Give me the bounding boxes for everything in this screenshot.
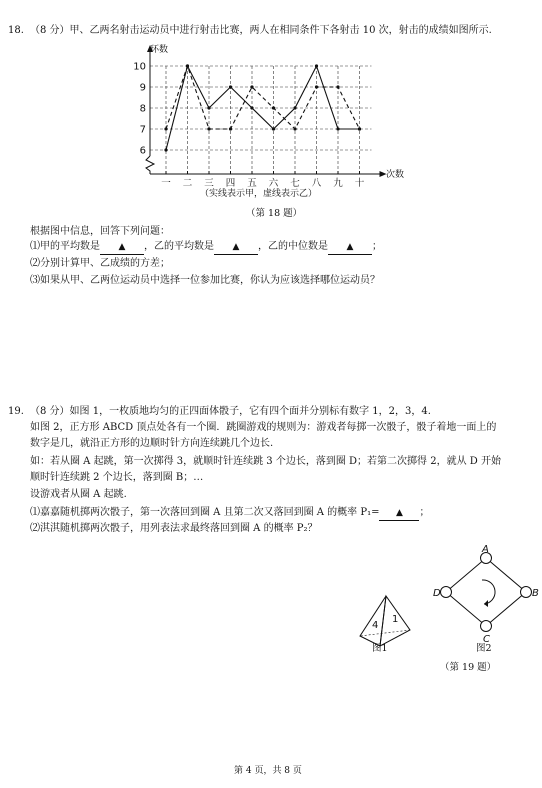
q18-part1-b: ，乙的平均数是	[144, 241, 214, 252]
q19-part1: ⑴嘉嘉随机掷两次骰子，第一次落回到圈 A 且第二次又落回到圈 A 的概率 P₁= ▲ ；	[30, 506, 429, 521]
x-tick-label: 十	[354, 178, 365, 189]
q19-line6: 设游戏者从圈 A 起跳.	[30, 489, 127, 500]
data-point	[164, 127, 167, 130]
chart-ylabel: 环数	[150, 45, 169, 55]
y-tick-label: 9	[139, 82, 146, 94]
data-point	[164, 148, 167, 151]
q18-part3: ⑶如果从甲、乙两位运动员中选择一位参加比赛，你认为应该选择哪位运动员？	[30, 275, 380, 286]
circle-b	[521, 587, 532, 598]
x-tick-label: 八	[311, 178, 322, 189]
chart-note: （实线表示甲，虚线表示乙）	[200, 189, 318, 199]
data-point	[315, 85, 318, 88]
circle-c	[481, 621, 492, 632]
data-point	[207, 106, 210, 109]
q19-line3: 数字是几，就沿正方形的边顺时针方向连续跳几个边长.	[30, 438, 274, 449]
y-tick-label: 7	[139, 124, 146, 136]
figure2-label: 图2	[476, 643, 492, 654]
x-tick-label: 九	[333, 178, 343, 189]
q18-part1-c: ，乙的中位数是	[258, 241, 328, 252]
q18-part1: ⑴甲的平均数是 ▲ ，乙的平均数是 ▲ ，乙的中位数是 ▲ ；	[30, 240, 382, 255]
x-tick-label: 三	[204, 178, 214, 189]
q19-line5: 顺时针连续跳 2 个边长，落到圈 B；…	[30, 472, 204, 483]
answer-blank[interactable]: ▲	[214, 240, 258, 255]
page-footer: 第 4 页，共 8 页	[234, 766, 302, 776]
q18-stem: （8 分）甲、乙两名射击运动员中进行射击比赛，两人在相同条件下各射击 10 次，射击的成绩如图所示.	[30, 25, 492, 36]
q19-part2: ⑵淇淇随机掷两次骰子，用列表法求最终落回到圈 A 的概率 P₂？	[30, 523, 318, 534]
data-point	[250, 106, 253, 109]
y-tick-label: 8	[139, 103, 146, 115]
q18-part1-a: ⑴甲的平均数是	[30, 241, 100, 252]
circle-d	[441, 587, 452, 598]
q19-line4: 如：若从圈 A 起跳，第一次掷得 3，就顺时针连续跳 3 个边长，落到圈 D；若第二次掷得 2，就从 D 开始	[30, 456, 501, 467]
data-point	[315, 64, 318, 67]
q18-chart	[130, 40, 405, 210]
x-tick-label: 四	[225, 178, 236, 189]
q19-line1: （8 分）如图 1，一枚质地均匀的正四面体骰子，它有四个面并分别标有数字 1，2，3，4.	[30, 406, 431, 417]
x-tick-label: 二	[182, 178, 193, 189]
q18-part2: ⑵分别计算甲、乙成绩的方差；	[30, 258, 170, 269]
answer-blank[interactable]: ▲	[379, 506, 419, 521]
x-tick-label: 六	[268, 178, 279, 189]
q18-prompt: 根据图中信息，回答下列问题：	[30, 226, 170, 237]
q18-caption: （第 18 题）	[246, 208, 303, 219]
q19-line2: 如图 2，正方形 ABCD 顶点处各有一个圈．跳圈游戏的规则为：游戏者每掷一次骰子，骰子着地一面上的	[30, 422, 497, 433]
y-tick-label: 10	[133, 61, 146, 73]
chart-xlabel: 次数	[386, 170, 405, 180]
y-tick-label: 6	[139, 145, 146, 157]
data-point	[207, 127, 210, 130]
answer-blank[interactable]: ▲	[328, 240, 372, 255]
die-face-1: 1	[392, 614, 399, 625]
die-face-4: 4	[372, 620, 379, 631]
q19-caption: （第 19 题）	[440, 662, 497, 673]
answer-blank[interactable]: ▲	[100, 240, 144, 255]
data-point	[229, 127, 232, 130]
x-tick-label: 五	[247, 178, 257, 189]
clockwise-arrow-icon	[482, 580, 495, 604]
x-tick-label: 七	[290, 178, 300, 189]
data-point	[293, 127, 296, 130]
data-point	[336, 85, 339, 88]
data-point	[336, 127, 339, 130]
q18-number: 18.	[8, 25, 24, 36]
chart-labels	[133, 62, 364, 190]
data-point	[293, 106, 296, 109]
vertex-d: D	[433, 588, 441, 599]
axis-break-icon	[146, 156, 154, 174]
series-line-yi	[166, 66, 360, 129]
vertex-c: C	[483, 634, 490, 645]
data-point	[358, 127, 361, 130]
data-point	[186, 64, 189, 67]
data-point	[250, 85, 253, 88]
data-point	[229, 85, 232, 88]
vertex-b: B	[532, 588, 539, 599]
x-tick-label: 一	[161, 178, 171, 189]
square-circles-figure	[432, 544, 540, 652]
data-point	[272, 127, 275, 130]
vertex-a: A	[482, 544, 489, 555]
data-point	[272, 106, 275, 109]
q19-number: 19.	[8, 406, 24, 417]
figure1-label: 图1	[372, 643, 388, 654]
